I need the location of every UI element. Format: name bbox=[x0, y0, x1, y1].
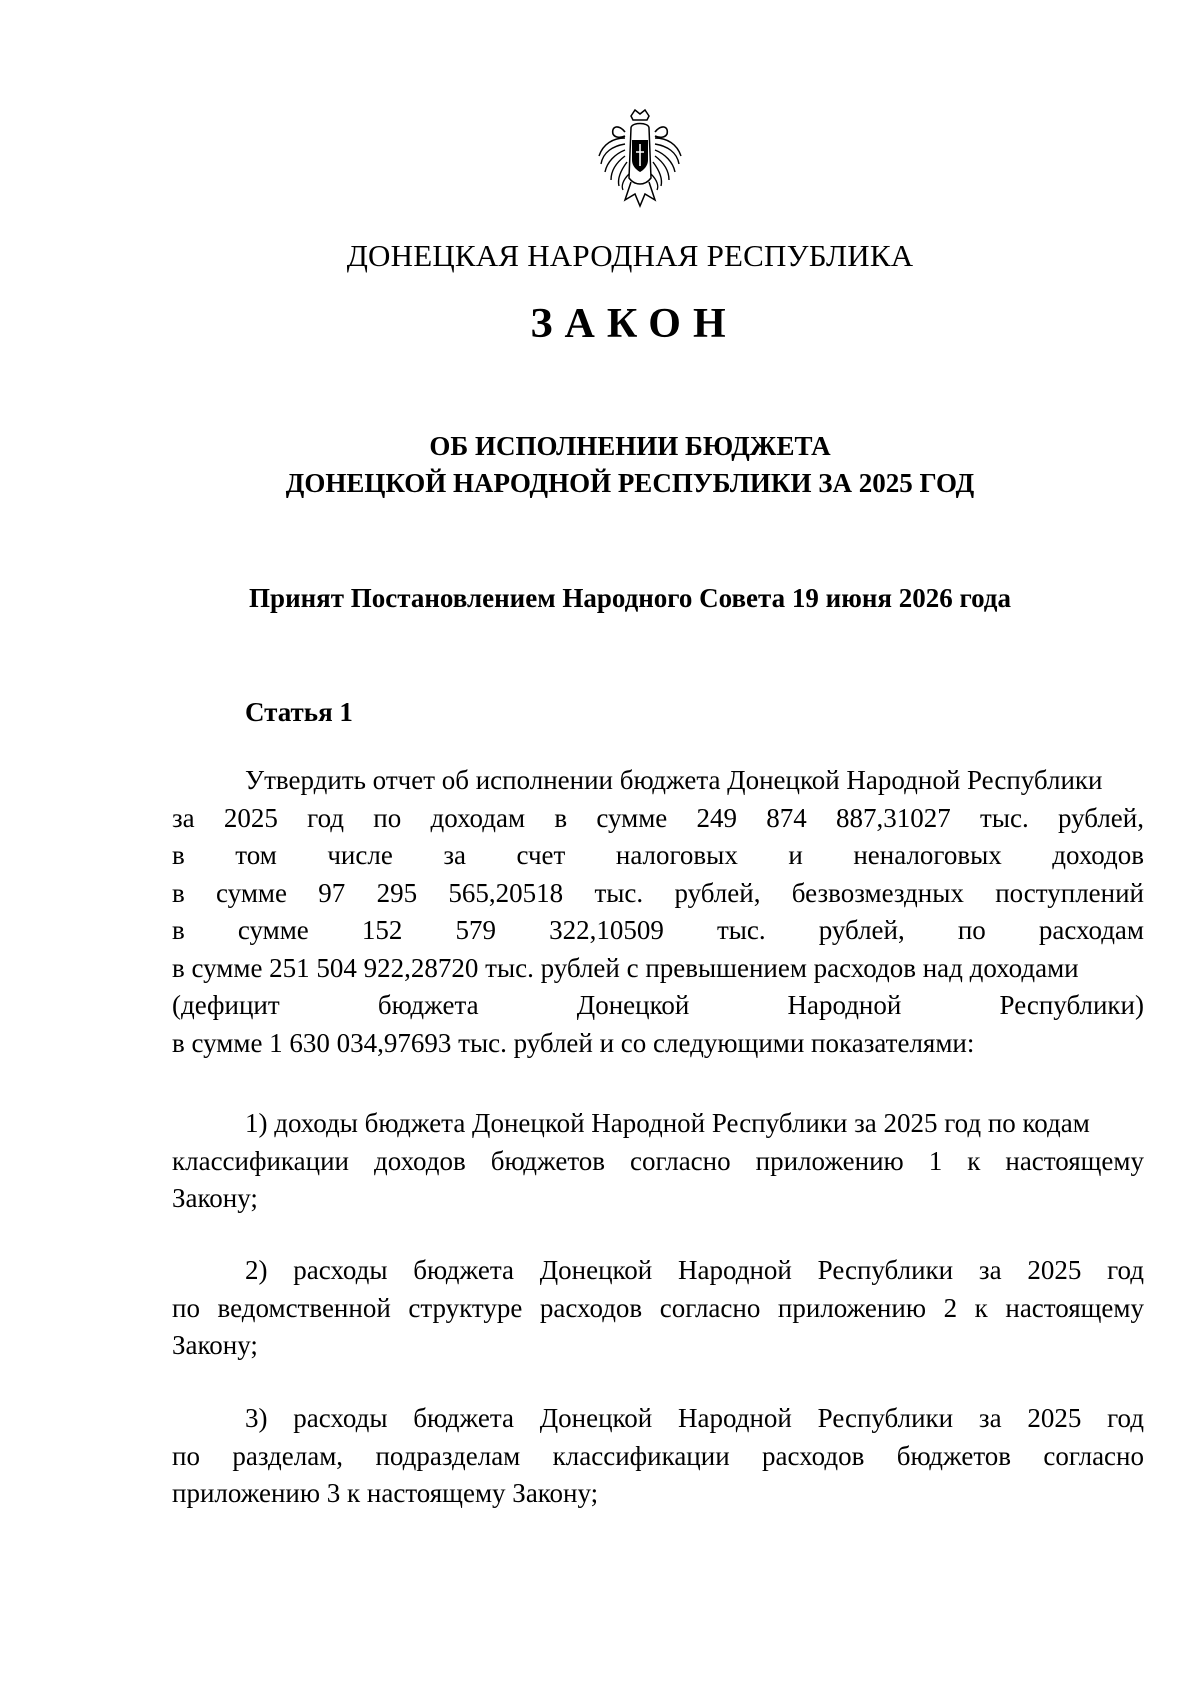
list-item bbox=[172, 1400, 1144, 1513]
document-type: ЗАКОН bbox=[530, 301, 738, 347]
paragraph-line: Закону; bbox=[172, 1183, 258, 1213]
paragraph-line: по ведомственной структуре расходов согласно приложению 2 к настоящему bbox=[172, 1292, 1144, 1323]
adoption-note: Принят Постановлением Народного Совета 19 июня 2026 года bbox=[249, 583, 1011, 613]
law-title-line: ОБ ИСПОЛНЕНИИ БЮДЖЕТА bbox=[429, 431, 831, 461]
paragraph-line: в том числе за счет налоговых и неналоговых доходов bbox=[172, 840, 1144, 870]
paragraph-line: в сумме 251 504 922,28720 тыс. рублей с превышением расходов над доходами bbox=[172, 952, 1079, 983]
paragraph-line: Утвердить отчет об исполнении бюджета Донецкой Народной Республики bbox=[245, 765, 1103, 795]
law-title-line: ДОНЕЦКОЙ НАРОДНОЙ РЕСПУБЛИКИ ЗА 2025 ГОД bbox=[285, 468, 975, 498]
law-title bbox=[60, 428, 1200, 502]
paragraph-line: (дефицит бюджета Донецкой Народной Республики) bbox=[172, 990, 1144, 1020]
paragraph-line: Закону; bbox=[172, 1330, 258, 1360]
paragraph-line: в сумме 1 630 034,97693 тыс. рублей и со следующими показателями: bbox=[172, 1027, 975, 1058]
paragraph-line: классификации доходов бюджетов согласно приложению 1 к настоящему bbox=[172, 1145, 1144, 1176]
paragraph-line: в сумме 152 579 322,10509 тыс. рублей, по расходам bbox=[172, 915, 1144, 945]
list-item bbox=[172, 1252, 1144, 1365]
republic-name: ДОНЕЦКАЯ НАРОДНАЯ РЕСПУБЛИКА bbox=[346, 238, 914, 273]
coat-of-arms-icon bbox=[595, 108, 685, 212]
paragraph-line: приложению 3 к настоящему Закону; bbox=[172, 1478, 599, 1508]
list-item bbox=[172, 1105, 1144, 1218]
paragraph-line: 1) доходы бюджета Донецкой Народной Республики за 2025 год по кодам bbox=[245, 1108, 1090, 1138]
article-heading: Статья 1 bbox=[245, 697, 353, 727]
paragraph-line: в сумме 97 295 565,20518 тыс. рублей, безвозмездных поступлений bbox=[172, 877, 1144, 908]
paragraph-line: за 2025 год по доходам в сумме 249 874 887,31027 тыс. рублей, bbox=[172, 802, 1144, 833]
paragraph-line: по разделам, подразделам классификации расходов бюджетов согласно bbox=[172, 1440, 1144, 1471]
paragraph-line: 3) расходы бюджета Донецкой Народной Республики за 2025 год bbox=[245, 1403, 1144, 1433]
paragraph-line: 2) расходы бюджета Донецкой Народной Республики за 2025 год bbox=[245, 1255, 1144, 1285]
article-intro-paragraph bbox=[172, 762, 1144, 1062]
